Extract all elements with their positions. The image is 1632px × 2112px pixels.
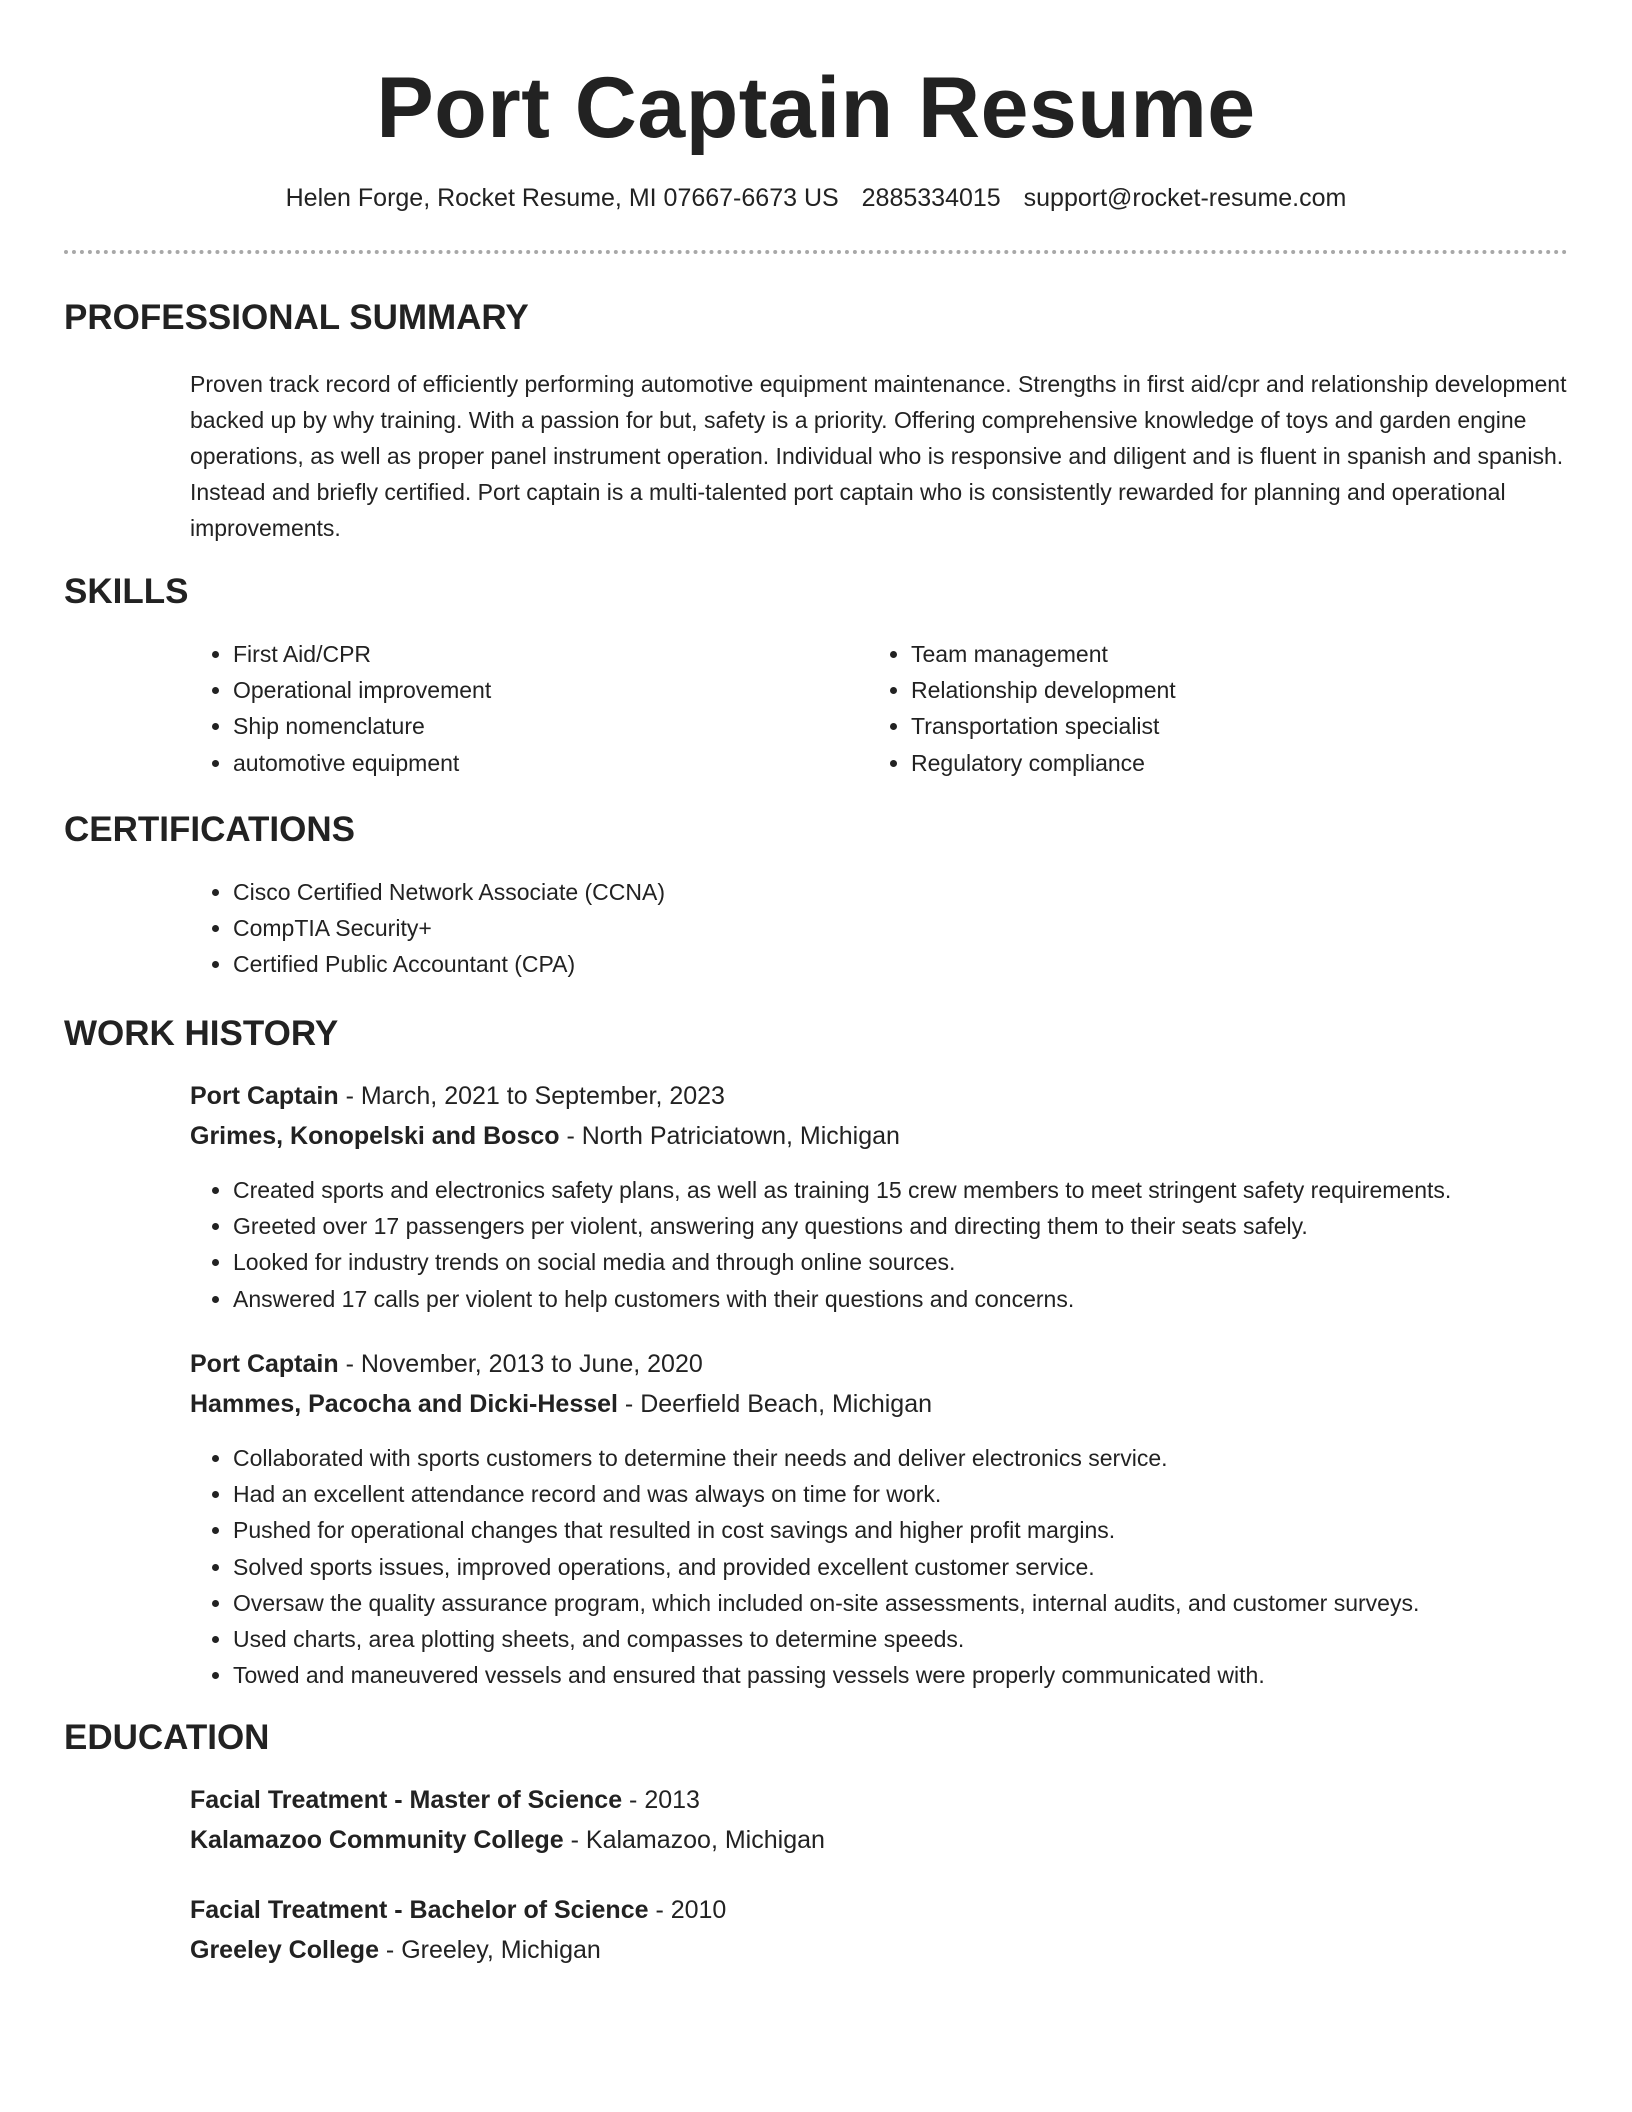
- job-duty-item: • Used charts, area plotting sheets, and compasses to determine speeds.: [233, 1621, 1632, 1657]
- certifications-heading: CERTIFICATIONS: [64, 810, 356, 849]
- page-title: Port Captain Resume: [376, 60, 1256, 156]
- job-company: Grimes, Konopelski and Bosco: [190, 1122, 560, 1150]
- job-location: - Deerfield Beach, Michigan: [617, 1390, 933, 1418]
- certifications-list: [190, 874, 1533, 983]
- skills-heading: SKILLS: [64, 572, 189, 611]
- education-heading: EDUCATION: [64, 1718, 270, 1757]
- education-location: - Kalamazoo, Michigan: [563, 1826, 825, 1854]
- education-degree-line: [190, 1892, 726, 1928]
- job-title-line: [190, 1346, 703, 1382]
- summary-heading: PROFESSIONAL SUMMARY: [64, 298, 529, 337]
- skill-item: • Operational improvement: [233, 672, 853, 708]
- education-school: Greeley College: [190, 1936, 379, 1964]
- job-duty-item: • Collaborated with sports customers to determine their needs and deliver electronics service.: [233, 1440, 1632, 1476]
- skill-item: • Ship nomenclature: [233, 708, 853, 744]
- job-duty-item: • Towed and maneuvered vessels and ensured that passing vessels were properly communicated with.: [233, 1657, 1632, 1693]
- education-degree: Facial Treatment - Bachelor of Science: [190, 1896, 649, 1924]
- certification-item: • CompTIA Security+: [233, 910, 1533, 946]
- skill-item: • Team management: [911, 636, 1591, 672]
- contact-address: Helen Forge, Rocket Resume, MI 07667-6673 US: [285, 184, 839, 212]
- education-degree: Facial Treatment - Master of Science: [190, 1786, 623, 1814]
- contact-line: [0, 180, 1632, 216]
- work-history-heading: WORK HISTORY: [64, 1014, 339, 1053]
- job-company-line: [190, 1386, 932, 1422]
- job-duty-item: • Solved sports issues, improved operations, and provided excellent customer service.: [233, 1549, 1632, 1585]
- skills-list-right: [868, 636, 1591, 781]
- summary-text: Proven track record of efficiently performing automotive equipment maintenance. Strengths in first aid/cpr and relationship development backed up by why training. With a passion for but, safety is a priority. Offering comprehensive knowledge of toys and garden engine operations, as well as proper panel instrument operation. Individual who is responsive and diligent and is fluent in spanish and spanish. Instead and briefly certified. Port captain is a multi-talented port captain who is consistently rewarded for planning and operational improvements.: [190, 371, 1567, 541]
- skills-list-left: [190, 636, 853, 781]
- job-dates: - November, 2013 to June, 2020: [338, 1350, 703, 1378]
- certification-item: • Cisco Certified Network Associate (CCNA): [233, 874, 1533, 910]
- certification-item: • Certified Public Accountant (CPA): [233, 946, 1533, 982]
- header-divider: [64, 250, 1568, 254]
- skill-item: • First Aid/CPR: [233, 636, 853, 672]
- education-year: - 2010: [648, 1896, 727, 1924]
- education-school-line: [190, 1932, 601, 1968]
- job-duty-item: • Oversaw the quality assurance program, which included on-site assessments, internal audits, and customer surveys.: [233, 1585, 1632, 1621]
- job-duty-item: • Looked for industry trends on social media and through online sources.: [233, 1244, 1632, 1280]
- contact-phone: 2885334015: [861, 184, 1001, 212]
- job-company: Hammes, Pacocha and Dicki-Hessel: [190, 1390, 618, 1418]
- education-school: Kalamazoo Community College: [190, 1826, 564, 1854]
- skill-item: • Transportation specialist: [911, 708, 1591, 744]
- job-duties-list: [190, 1440, 1632, 1693]
- education-location: - Greeley, Michigan: [378, 1936, 601, 1964]
- education-degree-line: [190, 1782, 700, 1818]
- education-year: - 2013: [622, 1786, 700, 1814]
- job-duty-item: • Greeted over 17 passengers per violent, answering any questions and directing them to their seats safely.: [233, 1208, 1632, 1244]
- skill-item: • automotive equipment: [233, 745, 853, 781]
- job-duty-item: • Pushed for operational changes that resulted in cost savings and higher profit margins.: [233, 1512, 1632, 1548]
- job-company-line: [190, 1118, 900, 1154]
- job-location: - North Patriciatown, Michigan: [559, 1122, 900, 1150]
- skill-item: • Relationship development: [911, 672, 1591, 708]
- job-title: Port Captain: [190, 1082, 339, 1110]
- job-title-line: [190, 1078, 725, 1114]
- job-title: Port Captain: [190, 1350, 339, 1378]
- job-duty-item: • Had an excellent attendance record and was always on time for work.: [233, 1476, 1632, 1512]
- job-dates: - March, 2021 to September, 2023: [338, 1082, 725, 1110]
- job-duties-list: [190, 1172, 1632, 1317]
- job-duty-item: • Created sports and electronics safety plans, as well as training 15 crew members to meet stringent safety requirements.: [233, 1172, 1632, 1208]
- education-school-line: [190, 1822, 825, 1858]
- job-duty-item: • Answered 17 calls per violent to help customers with their questions and concerns.: [233, 1281, 1632, 1317]
- skill-item: • Regulatory compliance: [911, 745, 1591, 781]
- contact-email: support@rocket-resume.com: [1023, 184, 1347, 212]
